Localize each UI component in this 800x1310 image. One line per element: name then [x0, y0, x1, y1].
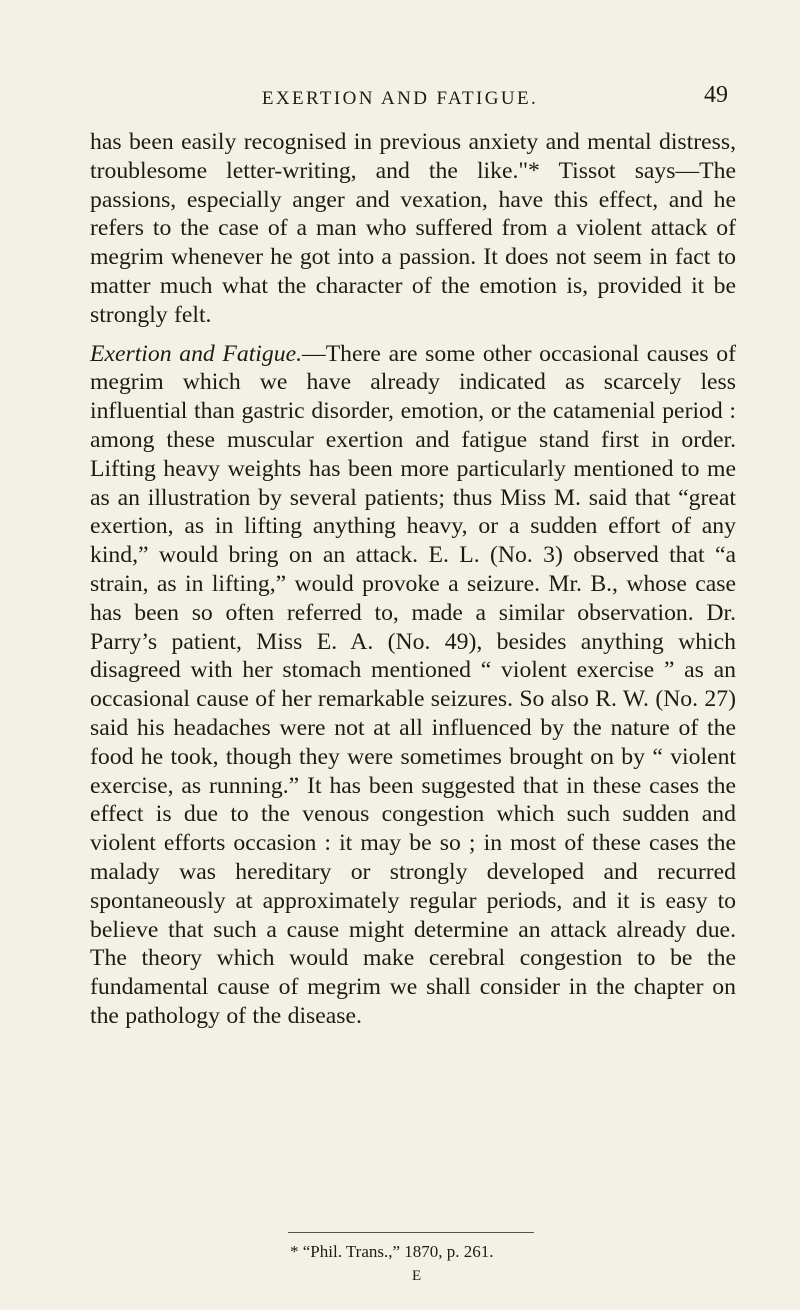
- running-header: [0, 82, 800, 116]
- signature-mark: E: [412, 1268, 423, 1284]
- section-text: —There are some other occasional causes of megrim which we have already indicated as scarcely less influential than gastric disorder, emotion, or the catamenial period : among these muscular exertion and fatigue stand first in order. Lifting heavy weights has been more particularly mentioned to me as an illustration by several patients; thus Miss M. said that “great exertion, as in lifting anything heavy, or a sudden effort of any kind,” would bring on an attack. E. L. (No. 3) observed that “a strain, as in lifting,” would provoke a seizure. Mr. B., whose case has been so often referred to, made a similar observation. Dr. Parry’s patient, Miss E. A. (No. 49), besides anything which disagreed with her stomach mentioned “ violent exercise ” as an occasional cause of her remarkable seizures. So also R. W. (No. 27) said his headaches were not at all influenced by the nature of the food he took, though they were sometimes brought on by “ violent exercise, as running.” It has been suggested that in these cases the effect is due to the venous congestion which such sudden and violent efforts occasion : it may be so ; in most of these cases the malady was hereditary or strongly developed and recurred spontaneously at approximately regular periods, and it is easy to believe that such a cause might determine an attack already due. The theory which would make cerebral congestion to be the fundamental cause of megrim we shall consider in the chapter on the pathology of the disease.: [90, 340, 736, 1029]
- page-number: 49: [704, 82, 728, 108]
- footnote: * “Phil. Trans.,” 1870, p. 261.: [290, 1242, 494, 1261]
- section-paragraph: [90, 340, 736, 1031]
- body-text: [90, 128, 736, 1031]
- continuation-paragraph: has been easily recognised in previous anxiety and mental distress, troublesome letter-writing, and the like."* Tissot says—The passions, especially anger and vexation, have this effect, and he refers to the case of a man who suffered from a violent attack of megrim whenever he got into a passion. It does not seem in fact to matter much what the character of the emotion is, provided it be strongly felt.: [90, 129, 736, 328]
- running-title: EXERTION AND FATIGUE.: [261, 88, 539, 109]
- section-heading: Exertion and Fatigue.: [90, 340, 303, 367]
- footnote-rule: [288, 1232, 534, 1233]
